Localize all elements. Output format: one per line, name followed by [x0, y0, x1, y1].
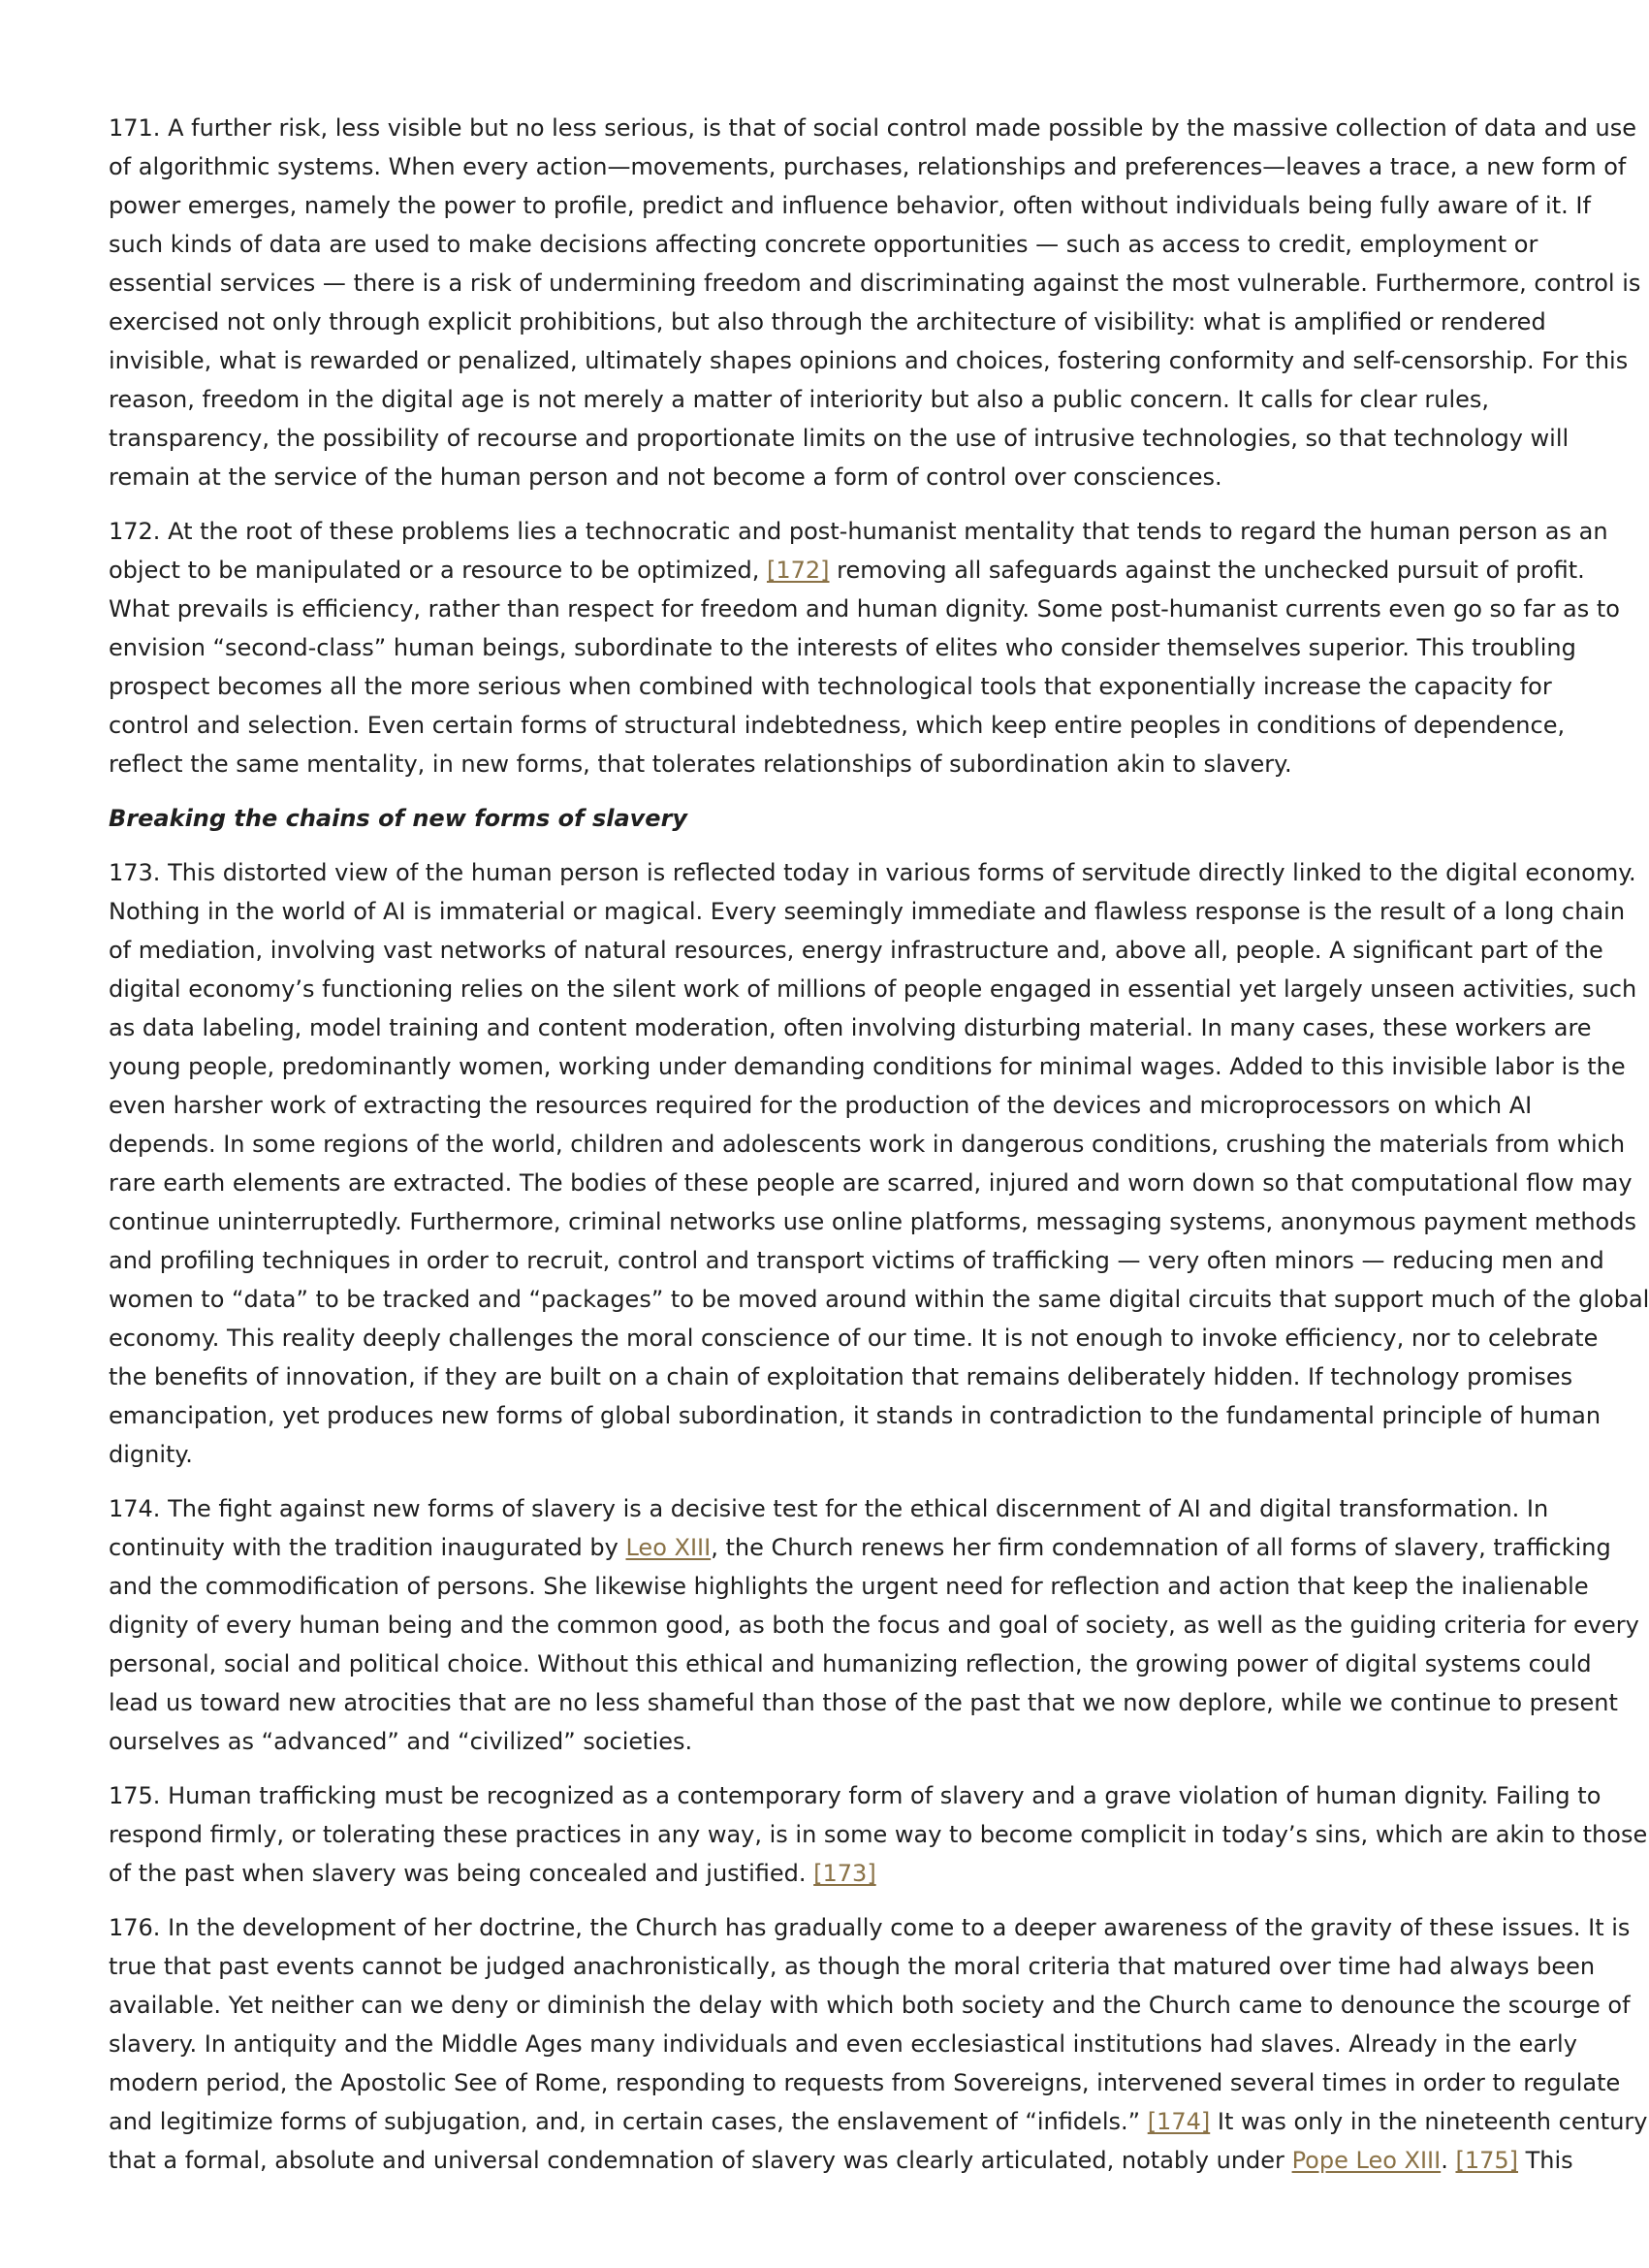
text-line — [109, 2141, 1573, 2180]
paragraph-172 — [109, 512, 1620, 783]
paragraph-171 — [109, 109, 1641, 496]
text-line: lead us toward new atrocities that are no less shameful than those of the past that we now deplore, while we continue to present — [109, 1689, 1618, 1716]
text-line: control and selection. Even certain forms of structural indebtedness, which keep entire peoples in conditions of dependence, — [109, 712, 1566, 739]
text-line: invisible, what is rewarded or penalized, ultimately shapes opinions and choices, fostering conformity and self-censorship. For this — [109, 347, 1629, 374]
text-segment: that a formal, absolute and universal condemnation of slavery was clearly articulated, notably under — [109, 2147, 1292, 2174]
text-line: slavery. In antiquity and the Middle Ages many individuals and even ecclesiastical institutions had slaves. Already in the early — [109, 2030, 1577, 2058]
text-line: available. Yet neither can we deny or diminish the delay with which both society and the Church came to denounce the scourge of — [109, 1992, 1631, 2019]
footnote-link-174[interactable]: [174] — [1147, 2108, 1211, 2135]
text-line: of mediation, involving vast networks of natural resources, energy infrastructure and, above all, people. A significant part of the — [109, 937, 1603, 964]
paragraph-175 — [109, 1776, 1648, 1893]
text-line: economy. This reality deeply challenges the moral conscience of our time. It is not enough to invoke efficiency, nor to celebrate — [109, 1325, 1599, 1352]
text-line: women to “data” to be tracked and “packages” to be moved around within the same digital circuits that support much of the global — [109, 1286, 1649, 1313]
text-line — [109, 2102, 1648, 2141]
text-line: modern period, the Apostolic See of Rome, responding to requests from Sovereigns, intervened several times in order to regulate — [109, 2069, 1621, 2096]
text-line: essential services — there is a risk of undermining freedom and discriminating against the most vulnerable. Furthermore, control is — [109, 270, 1641, 297]
footnote-link-173[interactable]: [173] — [813, 1860, 876, 1887]
text-line: digital economy’s functioning relies on the silent work of millions of people engaged in essential yet largely unseen activities, such — [109, 975, 1637, 1003]
text-segment: of the past when slavery was being concealed and justified. — [109, 1860, 814, 1887]
paragraph-176 — [109, 1908, 1648, 2180]
text-line: the benefits of innovation, if they are built on a chain of exploitation that remains deliberately hidden. If technology promises — [109, 1363, 1573, 1390]
text-line: reflect the same mentality, in new forms, that tolerates relationships of subordination akin to slavery. — [109, 751, 1292, 778]
paragraph-173 — [109, 853, 1649, 1474]
text-line: 173. This distorted view of the human person is reflected today in various forms of servitude directly linked to the digital economy. — [109, 859, 1636, 886]
text-line: What prevails is efficiency, rather than respect for freedom and human dignity. Some post-humanist currents even go so far as to — [109, 595, 1620, 623]
text-segment: and legitimize forms of subjugation, and, in certain cases, the enslavement of “infidels.” — [109, 2108, 1148, 2135]
text-line: true that past events cannot be judged anachronistically, as though the moral criteria that matured over time had always been — [109, 1953, 1596, 1980]
text-line: young people, predominantly women, working under demanding conditions for minimal wages. Added to this invisible labor is the — [109, 1053, 1626, 1080]
text-segment: This — [1518, 2147, 1573, 2174]
leo-xiii-link[interactable]: Leo XIII — [625, 1534, 712, 1561]
text-line: power emerges, namely the power to profile, predict and influence behavior, often without individuals being fully aware of it. If — [109, 192, 1591, 219]
text-line: Nothing in the world of AI is immaterial or magical. Every seemingly immediate and flawless response is the result of a long chain — [109, 898, 1626, 925]
text-line: envision “second-class” human beings, subordinate to the interests of elites who consider themselves superior. This troubling — [109, 634, 1576, 661]
text-line: dignity of every human being and the common good, as both the focus and goal of society, as well as the guiding criteria for every — [109, 1612, 1639, 1639]
text-line: even harsher work of extracting the resources required for the production of the devices and microprocessors on which AI — [109, 1092, 1533, 1119]
text-line: continue uninterruptedly. Furthermore, criminal networks use online platforms, messaging systems, anonymous payment methods — [109, 1208, 1636, 1235]
footnote-link-172[interactable]: [172] — [766, 557, 830, 584]
text-line — [109, 1528, 1611, 1567]
text-line: personal, social and political choice. Without this ethical and humanizing reflection, the growing power of digital systems could — [109, 1650, 1592, 1677]
text-line: dignity. — [109, 1441, 193, 1468]
text-segment: removing all safeguards against the unchecked pursuit of profit. — [829, 557, 1585, 584]
text-line: emancipation, yet produces new forms of global subordination, it stands in contradiction to the fundamental principle of human — [109, 1402, 1601, 1429]
text-line: of algorithmic systems. When every action—movements, purchases, relationships and preferences—leaves a trace, a new form of — [109, 153, 1627, 180]
document-body — [109, 109, 1649, 2195]
paragraph-174 — [109, 1489, 1639, 1761]
text-segment: . — [1441, 2147, 1456, 2174]
text-line: respond firmly, or tolerating these practices in any way, is in some way to become complicit in today’s sins, which are akin to those — [109, 1821, 1648, 1848]
section-heading: Breaking the chains of new forms of slavery — [109, 805, 688, 832]
text-line: reason, freedom in the digital age is not merely a matter of interiority but also a public concern. It calls for clear rules, — [109, 386, 1490, 413]
footnote-link-175[interactable]: [175] — [1455, 2147, 1519, 2174]
text-line: remain at the service of the human person and not become a form of control over consciences. — [109, 463, 1222, 491]
text-line: prospect becomes all the more serious when combined with technological tools that exponentially increase the capacity for — [109, 673, 1552, 700]
text-line: and the commodification of persons. She likewise highlights the urgent need for reflection and action that keep the inalienable — [109, 1573, 1589, 1600]
text-line: such kinds of data are used to make decisions affecting concrete opportunities — such as access to credit, employment or — [109, 231, 1538, 258]
text-segment: continuity with the tradition inaugurated by — [109, 1534, 626, 1561]
text-line: rare earth elements are extracted. The bodies of these people are scarred, injured and worn down so that computational flow may — [109, 1169, 1633, 1197]
text-line: 176. In the development of her doctrine, the Church has gradually come to a deeper awareness of the gravity of these issues. It is — [109, 1914, 1631, 1941]
text-line: depends. In some regions of the world, children and adolescents work in dangerous conditions, crushing the materials from which — [109, 1131, 1626, 1158]
text-segment: object to be manipulated or a resource to be optimized, — [109, 557, 767, 584]
text-line — [109, 551, 1585, 590]
text-line: exercised not only through explicit prohibitions, but also through the architecture of visibility: what is amplified or rendered — [109, 308, 1546, 335]
text-line: transparency, the possibility of recourse and proportionate limits on the use of intrusive technologies, so that technology will — [109, 425, 1570, 452]
text-line: 171. A further risk, less visible but no less serious, is that of social control made possible by the massive collection of data and use — [109, 114, 1637, 142]
text-line: 174. The fight against new forms of slavery is a decisive test for the ethical discernment of AI and digital transformation. In — [109, 1495, 1549, 1522]
pope-leo-xiii-link[interactable]: Pope Leo XIII — [1291, 2147, 1442, 2174]
text-segment: It was only in the nineteenth century — [1210, 2108, 1648, 2135]
text-line: 172. At the root of these problems lies a technocratic and post-humanist mentality that tends to regard the human person as an — [109, 518, 1608, 545]
text-line — [109, 1854, 1539, 1893]
text-line: 175. Human trafficking must be recognized as a contemporary form of slavery and a grave violation of human dignity. Failing to — [109, 1782, 1601, 1809]
text-line: and profiling techniques in order to recruit, control and transport victims of trafficking — very often minors — reducing men and — [109, 1247, 1604, 1274]
text-line: as data labeling, model training and content moderation, often involving disturbing material. In many cases, these workers are — [109, 1014, 1592, 1041]
text-segment: , the Church renews her firm condemnation of all forms of slavery, trafficking — [711, 1534, 1611, 1561]
text-line: ourselves as “advanced” and “civilized” societies. — [109, 1728, 693, 1755]
